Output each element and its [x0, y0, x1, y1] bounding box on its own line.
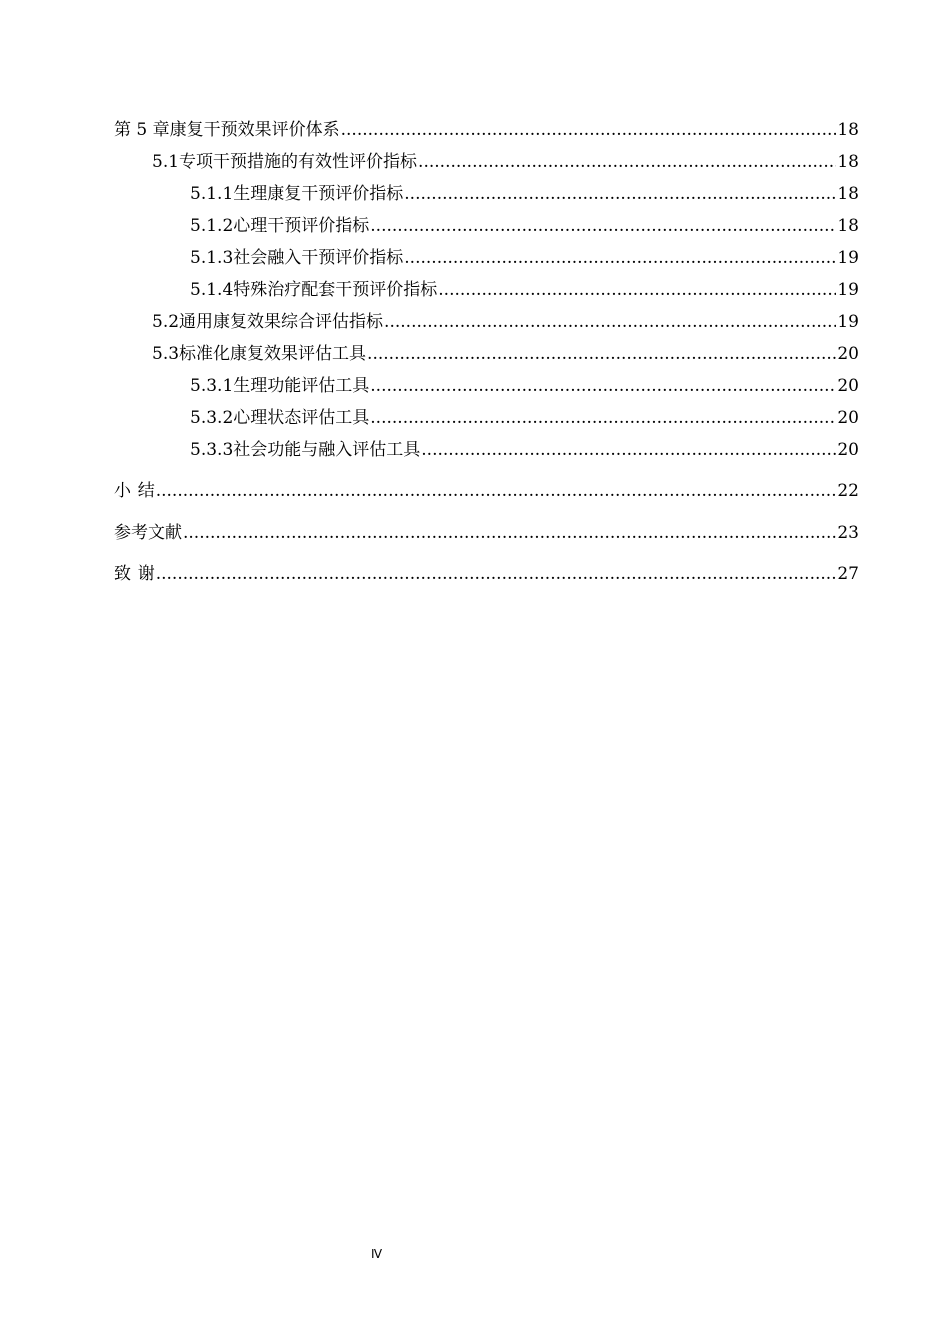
- toc-entry-summary[interactable]: [114, 480, 859, 502]
- toc-entry-title: 康复干预效果评价体系: [169, 120, 340, 140]
- toc-entry-number: 5.3.2: [190, 408, 234, 428]
- toc-entry-page: 20: [837, 344, 859, 364]
- toc-entry-label-part2: 谢: [137, 564, 155, 584]
- toc-entry-5-2[interactable]: [152, 311, 859, 333]
- toc-entry-title: 专项干预措施的有效性评价指标: [179, 152, 418, 172]
- toc-entry-page: 20: [837, 440, 859, 460]
- toc-entry-page: 18: [837, 184, 859, 204]
- toc-entry-page: 18: [837, 216, 859, 236]
- toc-entry-page: 18: [837, 120, 859, 140]
- toc-entry-number: 5.1.1: [190, 184, 234, 204]
- toc-entry-5-3-3[interactable]: [190, 439, 859, 461]
- toc-leader-dots: [370, 215, 836, 237]
- toc-entry-number: 5.3: [152, 344, 180, 364]
- toc-entry-page: 22: [837, 481, 859, 501]
- toc-entry-label-part2: 结: [137, 481, 155, 501]
- toc-entry-5-1-1[interactable]: [190, 183, 859, 205]
- toc-leader-dots: [384, 311, 836, 333]
- toc-leader-dots: [438, 279, 836, 301]
- toc-entry-5-3[interactable]: [152, 343, 859, 365]
- toc-entry-page: 20: [837, 408, 859, 428]
- toc-entry-title: 标准化康复效果评估工具: [179, 344, 367, 364]
- toc-entry-title: 特殊治疗配套干预评价指标: [233, 280, 438, 300]
- toc-entry-title: 生理功能评估工具: [233, 376, 370, 396]
- toc-entry-title: 社会融入干预评价指标: [233, 248, 404, 268]
- toc-entry-5-3-2[interactable]: [190, 407, 859, 429]
- toc-entry-chapter-5[interactable]: [114, 119, 859, 141]
- toc-entry-title: 心理状态评估工具: [233, 408, 370, 428]
- toc-entry-number: 5.3.3: [190, 440, 234, 460]
- toc-leader-dots: [183, 522, 836, 544]
- toc-entry-acknowledgements[interactable]: [114, 563, 859, 585]
- toc-entry-number: 5.2: [152, 312, 180, 332]
- toc-leader-dots: [404, 183, 836, 205]
- toc-leader-dots: [370, 407, 836, 429]
- toc-entry-references[interactable]: [114, 522, 859, 544]
- toc-entry-5-3-1[interactable]: [190, 375, 859, 397]
- toc-entry-title: 通用康复效果综合评估指标: [179, 312, 384, 332]
- toc-entry-page: 20: [837, 376, 859, 396]
- page-number-footer: Ⅳ: [371, 1247, 383, 1261]
- toc-entry-title: 社会功能与融入评估工具: [233, 440, 421, 460]
- toc-entry-title: 心理干预评价指标: [233, 216, 370, 236]
- toc-entry-page: 19: [837, 312, 859, 332]
- toc-entry-5-1-2[interactable]: [190, 215, 859, 237]
- toc-entry-number: 5.3.1: [190, 376, 234, 396]
- toc-leader-dots: [156, 480, 837, 502]
- toc-leader-dots: [370, 375, 836, 397]
- toc-entry-label-part1: 小: [114, 481, 131, 501]
- toc-leader-dots: [418, 151, 836, 173]
- toc-entry-5-1-3[interactable]: [190, 247, 859, 269]
- toc-leader-dots: [421, 439, 836, 461]
- toc-entry-title: 生理康复干预评价指标: [233, 184, 404, 204]
- toc-leader-dots: [367, 343, 836, 365]
- toc-entry-page: 27: [837, 564, 859, 584]
- toc-entry-page: 23: [837, 523, 859, 543]
- toc-entry-page: 19: [837, 248, 859, 268]
- toc-entry-number: 5.1.2: [190, 216, 234, 236]
- toc-entry-number: 第 5 章: [114, 120, 170, 140]
- toc-entry-page: 18: [837, 152, 859, 172]
- toc-entry-5-1[interactable]: [152, 151, 859, 173]
- toc-entry-5-1-4[interactable]: [190, 279, 859, 301]
- toc-leader-dots: [341, 119, 837, 141]
- toc-leader-dots: [404, 247, 836, 269]
- toc-entry-number: 5.1: [152, 152, 180, 172]
- toc-entry-number: 5.1.3: [190, 248, 234, 268]
- toc-entry-page: 19: [837, 280, 859, 300]
- toc-leader-dots: [156, 563, 837, 585]
- toc-entry-title: 参考文献: [114, 523, 182, 543]
- toc-entry-label-part1: 致: [114, 564, 131, 584]
- toc-entry-number: 5.1.4: [190, 280, 234, 300]
